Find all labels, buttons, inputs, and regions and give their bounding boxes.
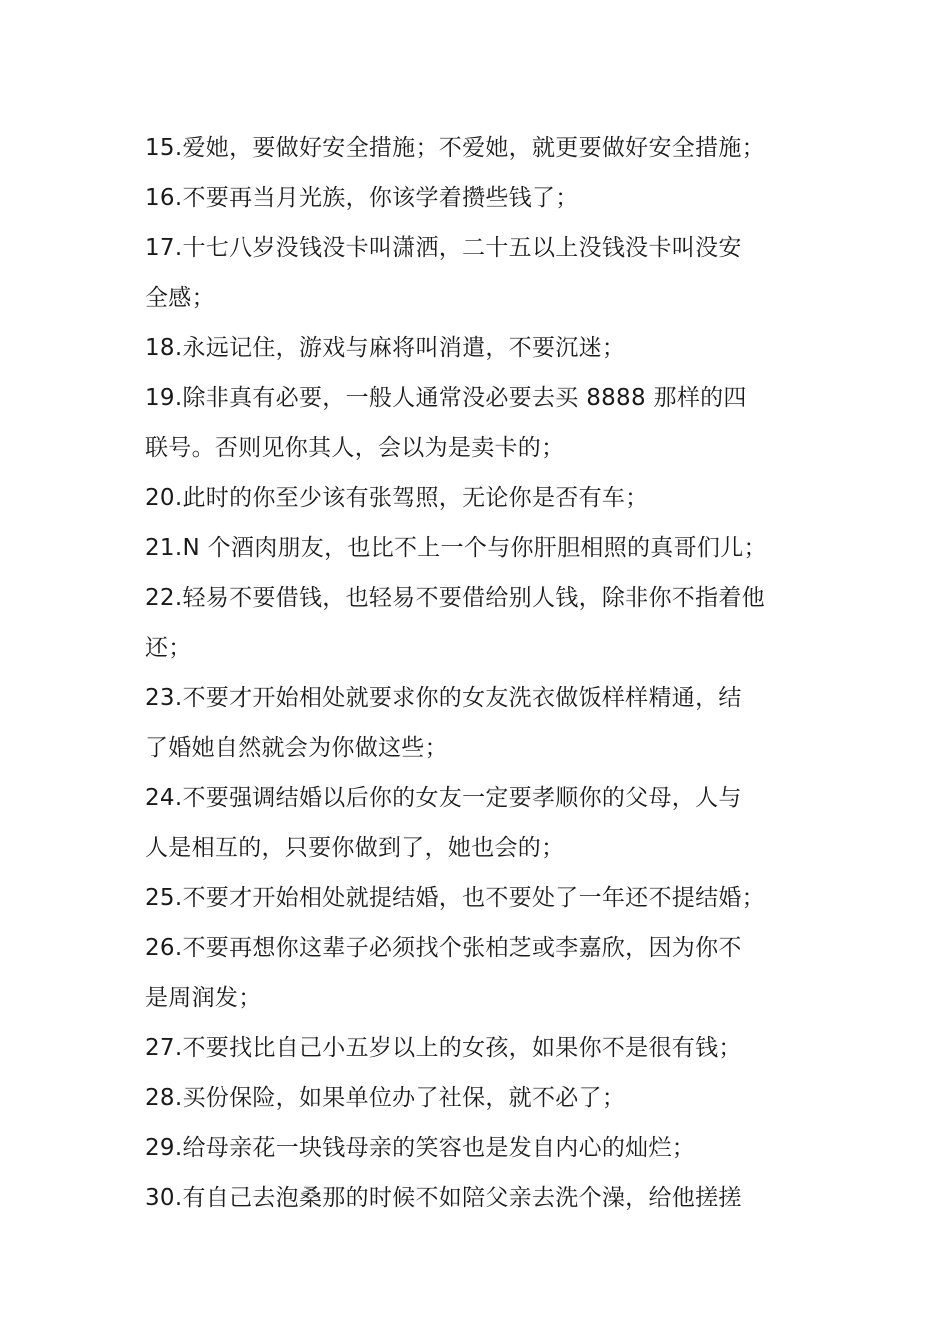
text-line-18: 18.永远记住，游戏与麻将叫消遣，不要沉迷； [145, 335, 626, 361]
text-line-17-cont: 全感； [145, 285, 215, 311]
text-line-23: 23.不要才开始相处就要求你的女友洗衣做饭样样精通，结 [145, 685, 742, 711]
text-line-19: 19.除非真有必要，一般人通常没必要去买 8888 那样的四 [145, 385, 747, 411]
document-body [145, 123, 813, 1223]
text-line-16: 16.不要再当月光族，你该学着攒些钱了； [145, 185, 579, 211]
text-line-29: 29.给母亲花一块钱母亲的笑容也是发自内心的灿烂； [145, 1135, 696, 1161]
text-line-28: 28.买份保险，如果单位办了社保，就不必了； [145, 1085, 626, 1111]
text-line-19-cont: 联号。否则见你其人，会以为是卖卡的； [145, 435, 565, 461]
text-line-17: 17.十七八岁没钱没卡叫潇洒，二十五以上没钱没卡叫没安 [145, 235, 742, 261]
text-line-20: 20.此时的你至少该有张驾照，无论你是否有车； [145, 485, 649, 511]
text-line-22-cont: 还； [145, 635, 192, 661]
text-line-26-cont: 是周润发； [145, 985, 262, 1011]
text-line-21: 21.N 个酒肉朋友，也比不上一个与你肝胆相照的真哥们儿； [145, 535, 767, 561]
text-line-30: 30.有自己去泡桑那的时候不如陪父亲去洗个澡，给他搓搓 [145, 1185, 742, 1211]
text-line-23-cont: 了婚她自然就会为你做这些； [145, 735, 448, 761]
text-line-25: 25.不要才开始相处就提结婚，也不要处了一年还不提结婚； [145, 885, 765, 911]
text-line-22: 22.轻易不要借钱，也轻易不要借给别人钱，除非你不指着他 [145, 585, 765, 611]
text-line-24: 24.不要强调结婚以后你的女友一定要孝顺你的父母，人与 [145, 785, 742, 811]
text-line-27: 27.不要找比自己小五岁以上的女孩，如果你不是很有钱； [145, 1035, 742, 1061]
text-line-26: 26.不要再想你这辈子必须找个张柏芝或李嘉欣，因为你不 [145, 935, 742, 961]
text-line-24-cont: 人是相互的，只要你做到了，她也会的； [145, 835, 565, 861]
text-line-15: 15.爱她，要做好安全措施；不爱她，就更要做好安全措施； [145, 135, 765, 161]
